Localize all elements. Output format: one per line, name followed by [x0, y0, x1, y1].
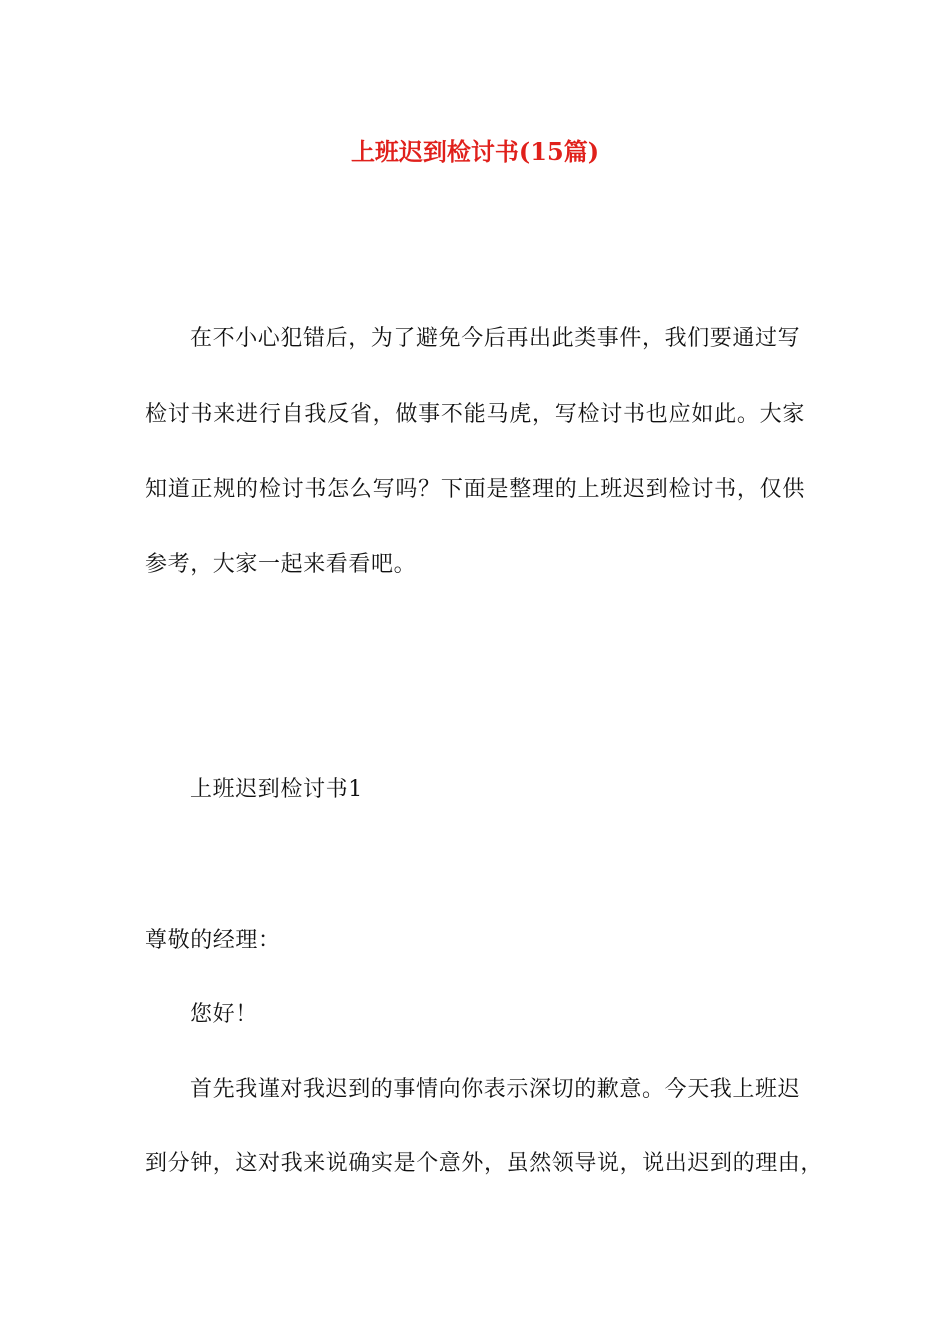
salutation: 尊敬的经理：: [145, 928, 281, 953]
greeting: 您好！: [190, 1002, 258, 1027]
intro-line-3: 知道正规的检讨书怎么写吗？下面是整理的上班迟到检讨书，仅供: [145, 477, 805, 502]
document-title: 上班迟到检讨书(15篇): [350, 137, 600, 166]
body-line-2: 到分钟，这对我来说确实是个意外，虽然领导说，说出迟到的理由，: [145, 1151, 824, 1176]
section-heading: 上班迟到检讨书1: [190, 777, 363, 802]
body-line-1: 首先我谨对我迟到的事情向你表示深切的歉意。今天我上班迟: [190, 1077, 801, 1102]
intro-line-2: 检讨书来进行自我反省，做事不能马虎，写检讨书也应如此。大家: [145, 402, 805, 427]
intro-line-4: 参考，大家一起来看看吧。: [145, 552, 417, 577]
intro-line-1: 在不小心犯错后，为了避免今后再出此类事件，我们要通过写: [190, 326, 801, 351]
